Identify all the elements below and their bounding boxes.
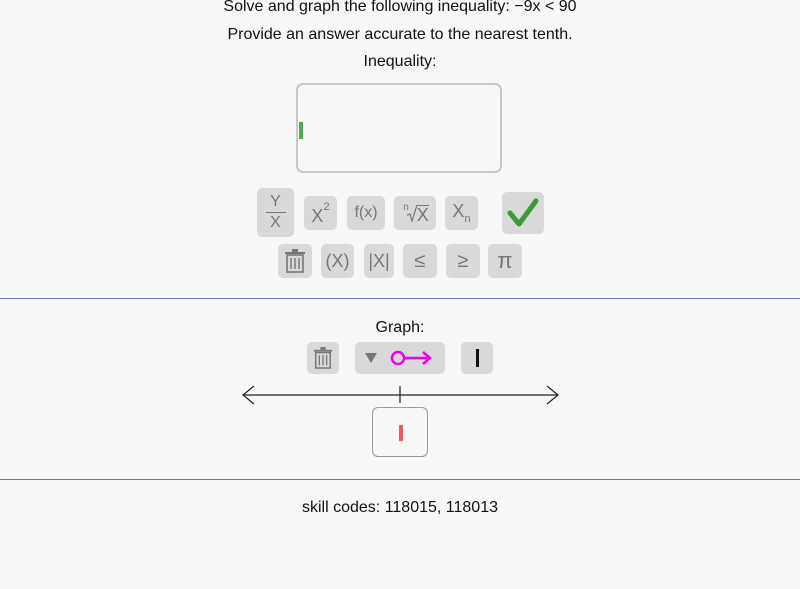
section-divider-top	[0, 298, 800, 299]
subscript-base: X	[452, 200, 465, 221]
instruction-text: Provide an answer accurate to the nearest tenth.	[227, 26, 573, 43]
inequality-answer-input[interactable]	[296, 83, 502, 173]
trash-icon	[313, 347, 333, 369]
subscript-button[interactable]	[445, 196, 478, 230]
checkmark-icon	[507, 198, 539, 228]
point-cursor	[399, 425, 403, 441]
fraction-denominator: X	[270, 214, 281, 231]
section-divider-bottom	[0, 479, 800, 480]
fraction-numerator: Y	[270, 193, 281, 210]
delete-button[interactable]	[278, 244, 312, 278]
inequality-label: Inequality:	[363, 53, 437, 70]
graph-label: Graph:	[375, 319, 425, 336]
function-button[interactable]: f(x)	[347, 196, 385, 230]
root-index: n	[403, 201, 409, 213]
subscript-index: n	[464, 213, 471, 225]
dropdown-triangle-icon	[364, 352, 378, 364]
number-line[interactable]	[240, 382, 562, 408]
power-button[interactable]	[304, 196, 337, 230]
ray-tool-dropdown[interactable]	[355, 342, 445, 374]
vertical-bar-icon	[476, 349, 479, 367]
trash-icon	[284, 249, 306, 273]
greater-equal-button[interactable]: ≥	[446, 244, 480, 278]
fraction-button[interactable]	[257, 188, 294, 237]
open-ray-right-icon	[390, 348, 434, 368]
text-cursor	[299, 122, 303, 139]
pi-button[interactable]: π	[488, 244, 522, 278]
root-base: X	[416, 204, 429, 225]
absolute-value-button[interactable]: |X|	[364, 244, 394, 278]
parentheses-button[interactable]: (X)	[321, 244, 354, 278]
fraction-bar	[266, 212, 286, 213]
less-equal-button[interactable]: ≤	[403, 244, 437, 278]
point-tool-button[interactable]	[461, 342, 493, 374]
question-text: Solve and graph the following inequality: −9x < 90	[223, 0, 577, 15]
skill-codes: skill codes: 118015, 118013	[302, 499, 498, 516]
boundary-value-input[interactable]	[372, 407, 428, 457]
root-button[interactable]	[394, 196, 436, 230]
submit-check-button[interactable]	[502, 192, 544, 234]
graph-delete-button[interactable]	[307, 342, 339, 374]
power-exponent: 2	[323, 201, 330, 213]
power-base: X	[311, 205, 324, 226]
